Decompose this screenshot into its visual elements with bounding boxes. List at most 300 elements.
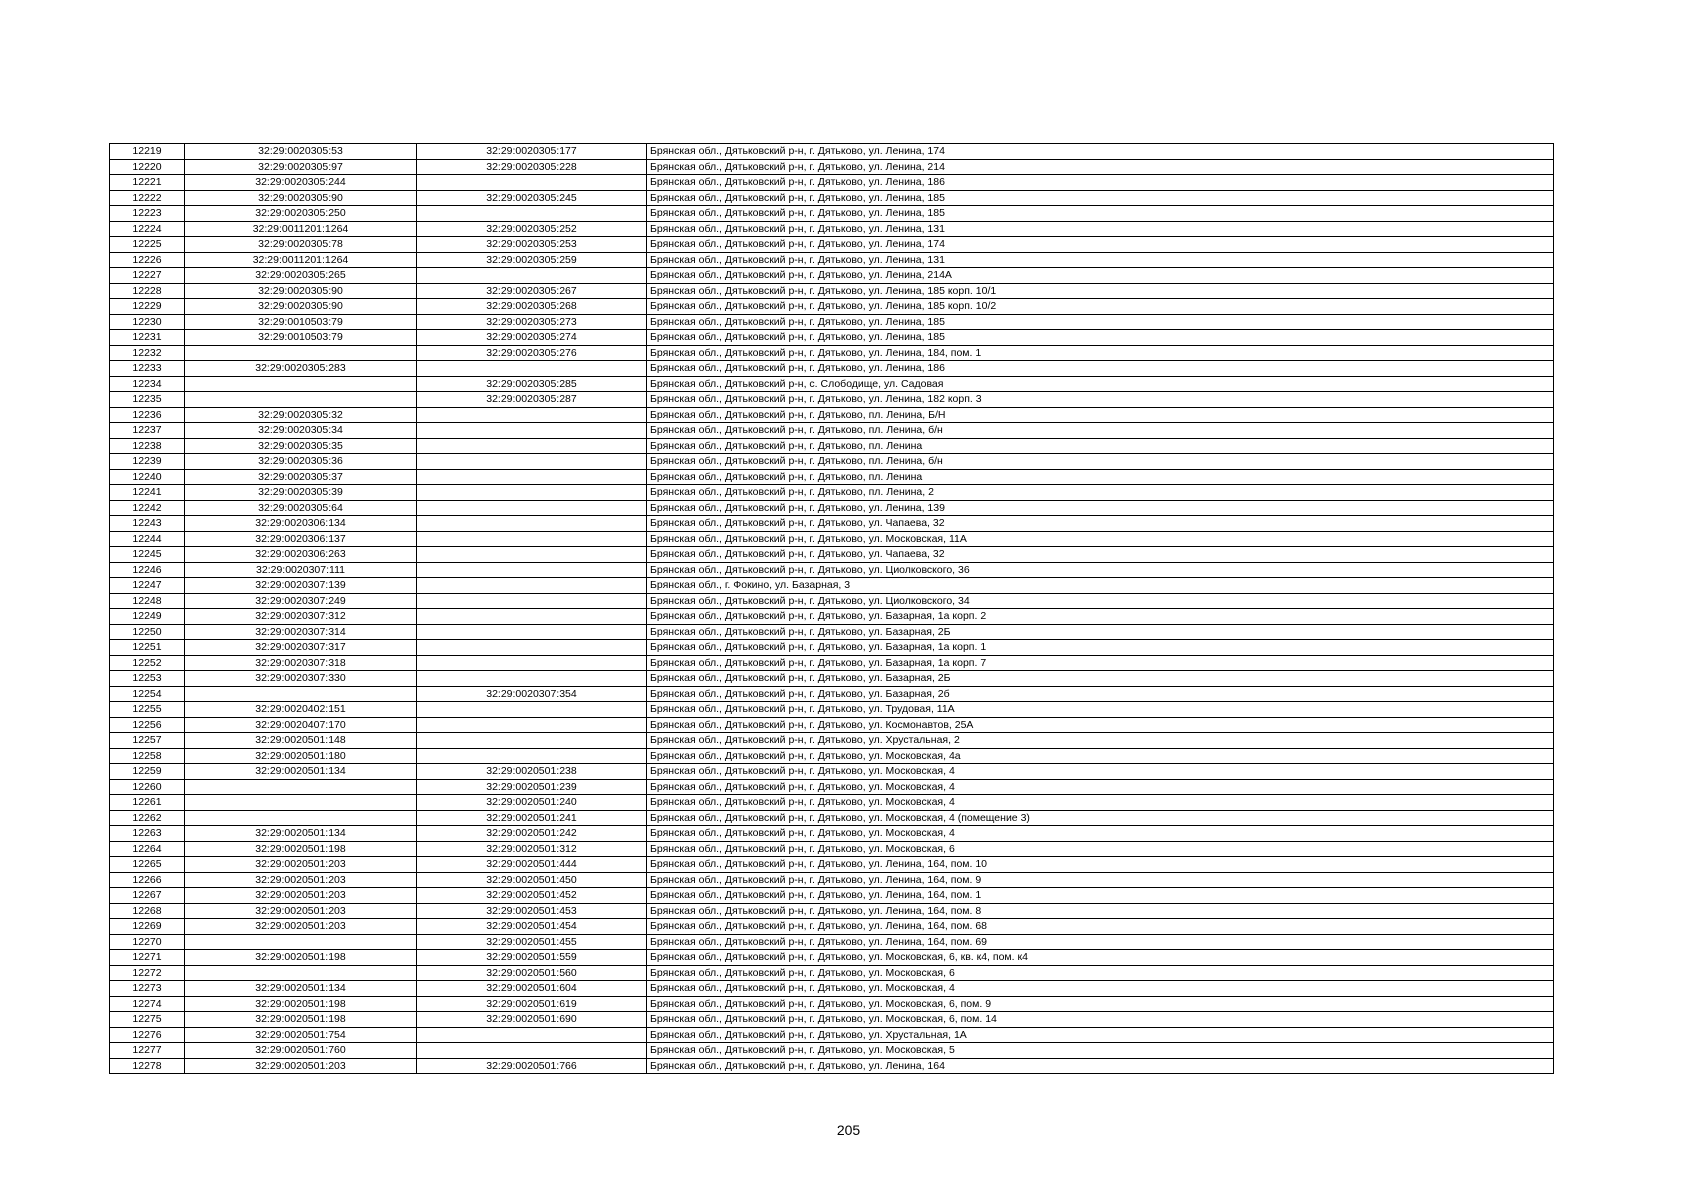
address-cell: Брянская обл., Дятьковский р-н, г. Дятьково, ул. Ленина, 186 <box>647 361 1554 377</box>
address-cell: Брянская обл., Дятьковский р-н, г. Дятьково, ул. Базарная, 2Б <box>647 671 1554 687</box>
cadastral-parcel-cell: 32:29:0020501:198 <box>185 996 417 1012</box>
row-number-cell: 12220 <box>110 159 185 175</box>
address-cell: Брянская обл., Дятьковский р-н, г. Дятьково, ул. Московская, 11А <box>647 531 1554 547</box>
row-number-cell: 12225 <box>110 237 185 253</box>
cadastral-object-cell: 32:29:0020305:274 <box>417 330 647 346</box>
cadastral-parcel-cell: 32:29:0020305:32 <box>185 407 417 423</box>
row-number-cell: 12229 <box>110 299 185 315</box>
row-number-cell: 12223 <box>110 206 185 222</box>
row-number-cell: 12276 <box>110 1027 185 1043</box>
table-row <box>110 593 1554 609</box>
address-cell: Брянская обл., Дятьковский р-н, г. Дятьково, ул. Ленина, 184, пом. 1 <box>647 345 1554 361</box>
table-row <box>110 764 1554 780</box>
address-cell: Брянская обл., Дятьковский р-н, г. Дятьково, ул. Московская, 4 <box>647 981 1554 997</box>
address-cell: Брянская обл., Дятьковский р-н, г. Дятьково, пл. Ленина, б/н <box>647 454 1554 470</box>
cadastral-parcel-cell <box>185 779 417 795</box>
cadastral-object-cell: 32:29:0020501:242 <box>417 826 647 842</box>
cadastral-object-cell <box>417 175 647 191</box>
table-row <box>110 640 1554 656</box>
address-cell: Брянская обл., Дятьковский р-н, г. Дятьково, ул. Хрустальная, 1А <box>647 1027 1554 1043</box>
row-number-cell: 12275 <box>110 1012 185 1028</box>
address-cell: Брянская обл., Дятьковский р-н, г. Дятьково, ул. Хрустальная, 2 <box>647 733 1554 749</box>
cadastral-parcel-cell: 32:29:0020501:198 <box>185 1012 417 1028</box>
address-cell: Брянская обл., Дятьковский р-н, г. Дятьково, ул. Ленина, 164, пом. 9 <box>647 872 1554 888</box>
row-number-cell: 12261 <box>110 795 185 811</box>
cadastral-parcel-cell: 32:29:0020305:37 <box>185 469 417 485</box>
table-row <box>110 795 1554 811</box>
row-number-cell: 12236 <box>110 407 185 423</box>
cadastral-object-cell: 32:29:0020501:444 <box>417 857 647 873</box>
cadastral-object-cell <box>417 500 647 516</box>
row-number-cell: 12250 <box>110 624 185 640</box>
table-row <box>110 221 1554 237</box>
address-cell: Брянская обл., Дятьковский р-н, г. Дятьково, ул. Московская, 4а <box>647 748 1554 764</box>
address-cell: Брянская обл., Дятьковский р-н, г. Дятьково, ул. Ленина, 214 <box>647 159 1554 175</box>
row-number-cell: 12278 <box>110 1058 185 1074</box>
cadastral-object-cell: 32:29:0020501:690 <box>417 1012 647 1028</box>
cadastral-parcel-cell: 32:29:0020307:111 <box>185 562 417 578</box>
cadastral-object-cell <box>417 531 647 547</box>
cadastral-parcel-cell: 32:29:0020501:148 <box>185 733 417 749</box>
cadastral-object-cell: 32:29:0020305:273 <box>417 314 647 330</box>
address-cell: Брянская обл., Дятьковский р-н, г. Дятьково, ул. Чапаева, 32 <box>647 547 1554 563</box>
cadastral-object-cell: 32:29:0020305:253 <box>417 237 647 253</box>
cadastral-object-cell <box>417 485 647 501</box>
table-row <box>110 1043 1554 1059</box>
table-row <box>110 733 1554 749</box>
cadastral-parcel-cell: 32:29:0020501:203 <box>185 919 417 935</box>
cadastral-parcel-cell: 32:29:0010503:79 <box>185 330 417 346</box>
row-number-cell: 12263 <box>110 826 185 842</box>
cadastral-parcel-cell: 32:29:0011201:1264 <box>185 252 417 268</box>
row-number-cell: 12271 <box>110 950 185 966</box>
table-row <box>110 206 1554 222</box>
row-number-cell: 12265 <box>110 857 185 873</box>
table-row <box>110 717 1554 733</box>
cadastral-parcel-cell: 32:29:0020305:35 <box>185 438 417 454</box>
table-row <box>110 934 1554 950</box>
row-number-cell: 12241 <box>110 485 185 501</box>
row-number-cell: 12234 <box>110 376 185 392</box>
row-number-cell: 12239 <box>110 454 185 470</box>
cadastral-object-cell: 32:29:0020501:453 <box>417 903 647 919</box>
table-row <box>110 345 1554 361</box>
address-cell: Брянская обл., Дятьковский р-н, г. Дятьково, ул. Ленина, 185 корп. 10/2 <box>647 299 1554 315</box>
address-cell: Брянская обл., Дятьковский р-н, г. Дятьково, ул. Московская, 5 <box>647 1043 1554 1059</box>
row-number-cell: 12257 <box>110 733 185 749</box>
table-row <box>110 159 1554 175</box>
cadastral-object-cell <box>417 717 647 733</box>
cadastral-parcel-cell <box>185 934 417 950</box>
table-row <box>110 330 1554 346</box>
address-cell: Брянская обл., Дятьковский р-н, г. Дятьково, пл. Ленина, 2 <box>647 485 1554 501</box>
table-row <box>110 485 1554 501</box>
table-row <box>110 671 1554 687</box>
cadastral-object-cell: 32:29:0020307:354 <box>417 686 647 702</box>
cadastral-parcel-cell: 32:29:0020501:203 <box>185 1058 417 1074</box>
table-row <box>110 438 1554 454</box>
row-number-cell: 12277 <box>110 1043 185 1059</box>
cadastral-object-cell <box>417 733 647 749</box>
cadastral-object-cell: 32:29:0020501:454 <box>417 919 647 935</box>
cadastral-object-cell <box>417 562 647 578</box>
row-number-cell: 12235 <box>110 392 185 408</box>
row-number-cell: 12273 <box>110 981 185 997</box>
cadastral-parcel-cell: 32:29:0020305:53 <box>185 144 417 160</box>
cadastral-object-cell: 32:29:0020501:766 <box>417 1058 647 1074</box>
row-number-cell: 12249 <box>110 609 185 625</box>
cadastral-parcel-cell <box>185 392 417 408</box>
row-number-cell: 12253 <box>110 671 185 687</box>
address-cell: Брянская обл., Дятьковский р-н, г. Дятьково, ул. Ленина, 131 <box>647 252 1554 268</box>
row-number-cell: 12259 <box>110 764 185 780</box>
cadastral-parcel-cell: 32:29:0020501:754 <box>185 1027 417 1043</box>
row-number-cell: 12227 <box>110 268 185 284</box>
address-cell: Брянская обл., Дятьковский р-н, г. Дятьково, ул. Ленина, 185 <box>647 330 1554 346</box>
table-row <box>110 299 1554 315</box>
address-cell: Брянская обл., Дятьковский р-н, г. Дятьково, ул. Московская, 4 <box>647 795 1554 811</box>
cadastral-object-cell <box>417 516 647 532</box>
cadastral-object-cell: 32:29:0020501:450 <box>417 872 647 888</box>
address-cell: Брянская обл., Дятьковский р-н, г. Дятьково, пл. Ленина <box>647 469 1554 485</box>
row-number-cell: 12260 <box>110 779 185 795</box>
row-number-cell: 12267 <box>110 888 185 904</box>
row-number-cell: 12268 <box>110 903 185 919</box>
cadastral-parcel-cell: 32:29:0020501:760 <box>185 1043 417 1059</box>
table-row <box>110 857 1554 873</box>
table-row <box>110 423 1554 439</box>
address-cell: Брянская обл., Дятьковский р-н, г. Дятьково, ул. Московская, 4 (помещение 3) <box>647 810 1554 826</box>
table-row <box>110 268 1554 284</box>
address-cell: Брянская обл., Дятьковский р-н, г. Дятьково, ул. Ленина, 174 <box>647 237 1554 253</box>
table-row <box>110 1058 1554 1074</box>
cadastral-object-cell: 32:29:0020305:267 <box>417 283 647 299</box>
row-number-cell: 12232 <box>110 345 185 361</box>
cadastral-object-cell: 32:29:0020501:240 <box>417 795 647 811</box>
address-cell: Брянская обл., Дятьковский р-н, г. Дятьково, ул. Ленина, 186 <box>647 175 1554 191</box>
cadastral-parcel-cell: 32:29:0020501:203 <box>185 888 417 904</box>
table-row <box>110 392 1554 408</box>
cadastral-object-cell <box>417 547 647 563</box>
cadastral-object-cell <box>417 593 647 609</box>
address-cell: Брянская обл., Дятьковский р-н, г. Дятьково, ул. Базарная, 1а корп. 1 <box>647 640 1554 656</box>
cadastral-parcel-cell: 32:29:0020307:139 <box>185 578 417 594</box>
cadastral-object-cell <box>417 423 647 439</box>
table-row <box>110 144 1554 160</box>
address-cell: Брянская обл., Дятьковский р-н, г. Дятьково, ул. Московская, 6, кв. к4, пом. к4 <box>647 950 1554 966</box>
table-row <box>110 531 1554 547</box>
cadastral-parcel-cell: 32:29:0010503:79 <box>185 314 417 330</box>
cadastral-parcel-cell <box>185 686 417 702</box>
address-cell: Брянская обл., Дятьковский р-н, г. Дятьково, ул. Ленина, 164, пом. 68 <box>647 919 1554 935</box>
cadastral-object-cell: 32:29:0020305:268 <box>417 299 647 315</box>
row-number-cell: 12251 <box>110 640 185 656</box>
address-cell: Брянская обл., Дятьковский р-н, г. Дятьково, ул. Ленина, 139 <box>647 500 1554 516</box>
address-cell: Брянская обл., Дятьковский р-н, г. Дятьково, ул. Московская, 4 <box>647 779 1554 795</box>
cadastral-parcel-cell: 32:29:0020307:312 <box>185 609 417 625</box>
table-row <box>110 996 1554 1012</box>
cadastral-parcel-cell: 32:29:0020307:317 <box>185 640 417 656</box>
cadastral-object-cell: 32:29:0020501:559 <box>417 950 647 966</box>
address-cell: Брянская обл., Дятьковский р-н, г. Дятьково, ул. Ленина, 182 корп. 3 <box>647 392 1554 408</box>
row-number-cell: 12228 <box>110 283 185 299</box>
row-number-cell: 12244 <box>110 531 185 547</box>
address-cell: Брянская обл., Дятьковский р-н, г. Дятьково, ул. Базарная, 1а корп. 2 <box>647 609 1554 625</box>
table-row <box>110 888 1554 904</box>
row-number-cell: 12222 <box>110 190 185 206</box>
cadastral-parcel-cell: 32:29:0020306:134 <box>185 516 417 532</box>
address-cell: Брянская обл., Дятьковский р-н, г. Дятьково, ул. Ленина, 185 <box>647 190 1554 206</box>
cadastral-parcel-cell: 32:29:0011201:1264 <box>185 221 417 237</box>
address-cell: Брянская обл., Дятьковский р-н, г. Дятьково, ул. Ленина, 164 <box>647 1058 1554 1074</box>
row-number-cell: 12240 <box>110 469 185 485</box>
cadastral-object-cell <box>417 624 647 640</box>
address-cell: Брянская обл., Дятьковский р-н, г. Дятьково, ул. Московская, 6 <box>647 965 1554 981</box>
row-number-cell: 12221 <box>110 175 185 191</box>
cadastral-object-cell <box>417 268 647 284</box>
cadastral-object-cell <box>417 454 647 470</box>
cadastral-object-cell: 32:29:0020501:560 <box>417 965 647 981</box>
address-cell: Брянская обл., Дятьковский р-н, г. Дятьково, ул. Московская, 4 <box>647 826 1554 842</box>
table-row <box>110 376 1554 392</box>
cadastral-object-cell: 32:29:0020501:238 <box>417 764 647 780</box>
address-cell: Брянская обл., Дятьковский р-н, г. Дятьково, ул. Ленина, 185 <box>647 206 1554 222</box>
table-row <box>110 361 1554 377</box>
table-row <box>110 562 1554 578</box>
cadastral-parcel-cell: 32:29:0020501:134 <box>185 981 417 997</box>
cadastral-parcel-cell: 32:29:0020501:203 <box>185 857 417 873</box>
row-number-cell: 12230 <box>110 314 185 330</box>
row-number-cell: 12264 <box>110 841 185 857</box>
registry-table <box>109 143 1554 1074</box>
cadastral-object-cell <box>417 609 647 625</box>
cadastral-object-cell: 32:29:0020305:177 <box>417 144 647 160</box>
cadastral-object-cell: 32:29:0020305:285 <box>417 376 647 392</box>
address-cell: Брянская обл., Дятьковский р-н, г. Дятьково, ул. Циолковского, 34 <box>647 593 1554 609</box>
address-cell: Брянская обл., Дятьковский р-н, г. Дятьково, ул. Ленина, 164, пом. 1 <box>647 888 1554 904</box>
cadastral-parcel-cell: 32:29:0020305:39 <box>185 485 417 501</box>
row-number-cell: 12270 <box>110 934 185 950</box>
table-row <box>110 624 1554 640</box>
table-row <box>110 469 1554 485</box>
table-row <box>110 965 1554 981</box>
row-number-cell: 12262 <box>110 810 185 826</box>
table-row <box>110 578 1554 594</box>
cadastral-object-cell <box>417 1043 647 1059</box>
row-number-cell: 12245 <box>110 547 185 563</box>
cadastral-parcel-cell: 32:29:0020305:64 <box>185 500 417 516</box>
cadastral-parcel-cell: 32:29:0020501:203 <box>185 872 417 888</box>
address-cell: Брянская обл., Дятьковский р-н, г. Дятьково, ул. Ленина, 185 <box>647 314 1554 330</box>
cadastral-parcel-cell: 32:29:0020307:314 <box>185 624 417 640</box>
row-number-cell: 12255 <box>110 702 185 718</box>
cadastral-parcel-cell: 32:29:0020501:198 <box>185 841 417 857</box>
cadastral-object-cell: 32:29:0020305:245 <box>417 190 647 206</box>
cadastral-parcel-cell: 32:29:0020305:265 <box>185 268 417 284</box>
table-row <box>110 547 1554 563</box>
cadastral-object-cell <box>417 438 647 454</box>
cadastral-parcel-cell: 32:29:0020501:134 <box>185 826 417 842</box>
row-number-cell: 12269 <box>110 919 185 935</box>
table-row <box>110 748 1554 764</box>
address-cell: Брянская обл., Дятьковский р-н, г. Дятьково, ул. Московская, 4 <box>647 764 1554 780</box>
cadastral-parcel-cell: 32:29:0020501:134 <box>185 764 417 780</box>
cadastral-object-cell <box>417 655 647 671</box>
cadastral-object-cell: 32:29:0020501:452 <box>417 888 647 904</box>
address-cell: Брянская обл., Дятьковский р-н, г. Дятьково, ул. Космонавтов, 25А <box>647 717 1554 733</box>
cadastral-object-cell: 32:29:0020501:312 <box>417 841 647 857</box>
cadastral-parcel-cell <box>185 345 417 361</box>
row-number-cell: 12258 <box>110 748 185 764</box>
row-number-cell: 12272 <box>110 965 185 981</box>
address-cell: Брянская обл., Дятьковский р-н, г. Дятьково, ул. Циолковского, 36 <box>647 562 1554 578</box>
cadastral-object-cell <box>417 671 647 687</box>
address-cell: Брянская обл., Дятьковский р-н, с. Слободище, ул. Садовая <box>647 376 1554 392</box>
cadastral-parcel-cell: 32:29:0020501:180 <box>185 748 417 764</box>
address-cell: Брянская обл., Дятьковский р-н, г. Дятьково, ул. Ленина, 174 <box>647 144 1554 160</box>
table-row <box>110 237 1554 253</box>
row-number-cell: 12238 <box>110 438 185 454</box>
cadastral-object-cell: 32:29:0020305:259 <box>417 252 647 268</box>
cadastral-object-cell <box>417 640 647 656</box>
cadastral-parcel-cell: 32:29:0020305:97 <box>185 159 417 175</box>
table-row <box>110 500 1554 516</box>
row-number-cell: 12252 <box>110 655 185 671</box>
address-cell: Брянская обл., Дятьковский р-н, г. Дятьково, пл. Ленина, б/н <box>647 423 1554 439</box>
cadastral-object-cell <box>417 578 647 594</box>
address-cell: Брянская обл., Дятьковский р-н, г. Дятьково, ул. Трудовая, 11А <box>647 702 1554 718</box>
cadastral-parcel-cell: 32:29:0020305:34 <box>185 423 417 439</box>
cadastral-parcel-cell <box>185 965 417 981</box>
cadastral-parcel-cell: 32:29:0020306:137 <box>185 531 417 547</box>
address-cell: Брянская обл., Дятьковский р-н, г. Дятьково, пл. Ленина <box>647 438 1554 454</box>
address-cell: Брянская обл., Дятьковский р-н, г. Дятьково, ул. Московская, 6 <box>647 841 1554 857</box>
table-row <box>110 950 1554 966</box>
cadastral-parcel-cell: 32:29:0020402:151 <box>185 702 417 718</box>
table-row <box>110 779 1554 795</box>
table-row <box>110 872 1554 888</box>
row-number-cell: 12243 <box>110 516 185 532</box>
table-row <box>110 826 1554 842</box>
cadastral-object-cell: 32:29:0020501:619 <box>417 996 647 1012</box>
table-row <box>110 810 1554 826</box>
cadastral-object-cell: 32:29:0020501:239 <box>417 779 647 795</box>
row-number-cell: 12233 <box>110 361 185 377</box>
table-row <box>110 655 1554 671</box>
table-row <box>110 175 1554 191</box>
row-number-cell: 12248 <box>110 593 185 609</box>
cadastral-parcel-cell: 32:29:0020305:90 <box>185 283 417 299</box>
address-cell: Брянская обл., Дятьковский р-н, г. Дятьково, ул. Базарная, 2Б <box>647 624 1554 640</box>
row-number-cell: 12226 <box>110 252 185 268</box>
table-row <box>110 919 1554 935</box>
cadastral-object-cell <box>417 206 647 222</box>
cadastral-parcel-cell: 32:29:0020305:283 <box>185 361 417 377</box>
cadastral-object-cell: 32:29:0020501:604 <box>417 981 647 997</box>
cadastral-object-cell <box>417 748 647 764</box>
row-number-cell: 12242 <box>110 500 185 516</box>
row-number-cell: 12231 <box>110 330 185 346</box>
row-number-cell: 12254 <box>110 686 185 702</box>
row-number-cell: 12219 <box>110 144 185 160</box>
table-row <box>110 252 1554 268</box>
table-row <box>110 454 1554 470</box>
cadastral-parcel-cell: 32:29:0020307:249 <box>185 593 417 609</box>
table-row <box>110 981 1554 997</box>
cadastral-object-cell: 32:29:0020305:228 <box>417 159 647 175</box>
address-cell: Брянская обл., Дятьковский р-н, г. Дятьково, ул. Чапаева, 32 <box>647 516 1554 532</box>
table-row <box>110 190 1554 206</box>
address-cell: Брянская обл., Дятьковский р-н, г. Дятьково, ул. Московская, 6, пом. 14 <box>647 1012 1554 1028</box>
table-row <box>110 702 1554 718</box>
address-cell: Брянская обл., Дятьковский р-н, г. Дятьково, ул. Базарная, 2б <box>647 686 1554 702</box>
cadastral-parcel-cell: 32:29:0020307:318 <box>185 655 417 671</box>
address-cell: Брянская обл., Дятьковский р-н, г. Дятьково, ул. Базарная, 1а корп. 7 <box>647 655 1554 671</box>
address-cell: Брянская обл., Дятьковский р-н, г. Дятьково, ул. Московская, 6, пом. 9 <box>647 996 1554 1012</box>
cadastral-object-cell <box>417 407 647 423</box>
cadastral-object-cell: 32:29:0020501:241 <box>417 810 647 826</box>
address-cell: Брянская обл., Дятьковский р-н, г. Дятьково, ул. Ленина, 164, пом. 10 <box>647 857 1554 873</box>
cadastral-object-cell: 32:29:0020305:252 <box>417 221 647 237</box>
table-row <box>110 283 1554 299</box>
cadastral-parcel-cell: 32:29:0020305:90 <box>185 190 417 206</box>
cadastral-parcel-cell: 32:29:0020501:198 <box>185 950 417 966</box>
cadastral-parcel-cell: 32:29:0020305:78 <box>185 237 417 253</box>
address-cell: Брянская обл., Дятьковский р-н, г. Дятьково, ул. Ленина, 185 корп. 10/1 <box>647 283 1554 299</box>
address-cell: Брянская обл., Дятьковский р-н, г. Дятьково, пл. Ленина, Б/Н <box>647 407 1554 423</box>
address-cell: Брянская обл., Дятьковский р-н, г. Дятьково, ул. Ленина, 164, пом. 8 <box>647 903 1554 919</box>
cadastral-object-cell <box>417 361 647 377</box>
row-number-cell: 12247 <box>110 578 185 594</box>
cadastral-parcel-cell: 32:29:0020305:90 <box>185 299 417 315</box>
cadastral-object-cell <box>417 1027 647 1043</box>
address-cell: Брянская обл., Дятьковский р-н, г. Дятьково, ул. Ленина, 131 <box>647 221 1554 237</box>
cadastral-parcel-cell <box>185 376 417 392</box>
cadastral-object-cell: 32:29:0020305:276 <box>417 345 647 361</box>
table-row <box>110 314 1554 330</box>
cadastral-object-cell <box>417 702 647 718</box>
cadastral-parcel-cell: 32:29:0020305:36 <box>185 454 417 470</box>
row-number-cell: 12224 <box>110 221 185 237</box>
table-row <box>110 407 1554 423</box>
row-number-cell: 12256 <box>110 717 185 733</box>
table-row <box>110 609 1554 625</box>
row-number-cell: 12274 <box>110 996 185 1012</box>
cadastral-parcel-cell: 32:29:0020306:263 <box>185 547 417 563</box>
table-row <box>110 1012 1554 1028</box>
table-row <box>110 516 1554 532</box>
page-number: 205 <box>836 1122 861 1138</box>
address-cell: Брянская обл., Дятьковский р-н, г. Дятьково, ул. Ленина, 164, пом. 69 <box>647 934 1554 950</box>
table-row <box>110 1027 1554 1043</box>
table-row <box>110 903 1554 919</box>
row-number-cell: 12246 <box>110 562 185 578</box>
address-cell: Брянская обл., Дятьковский р-н, г. Дятьково, ул. Ленина, 214А <box>647 268 1554 284</box>
cadastral-object-cell <box>417 469 647 485</box>
cadastral-parcel-cell: 32:29:0020305:244 <box>185 175 417 191</box>
table-row <box>110 686 1554 702</box>
cadastral-parcel-cell: 32:29:0020305:250 <box>185 206 417 222</box>
table-row <box>110 841 1554 857</box>
cadastral-parcel-cell <box>185 810 417 826</box>
cadastral-object-cell: 32:29:0020501:455 <box>417 934 647 950</box>
cadastral-parcel-cell: 32:29:0020307:330 <box>185 671 417 687</box>
cadastral-parcel-cell: 32:29:0020407:170 <box>185 717 417 733</box>
row-number-cell: 12266 <box>110 872 185 888</box>
address-cell: Брянская обл., г. Фокино, ул. Базарная, 3 <box>647 578 1554 594</box>
cadastral-parcel-cell <box>185 795 417 811</box>
cadastral-parcel-cell: 32:29:0020501:203 <box>185 903 417 919</box>
